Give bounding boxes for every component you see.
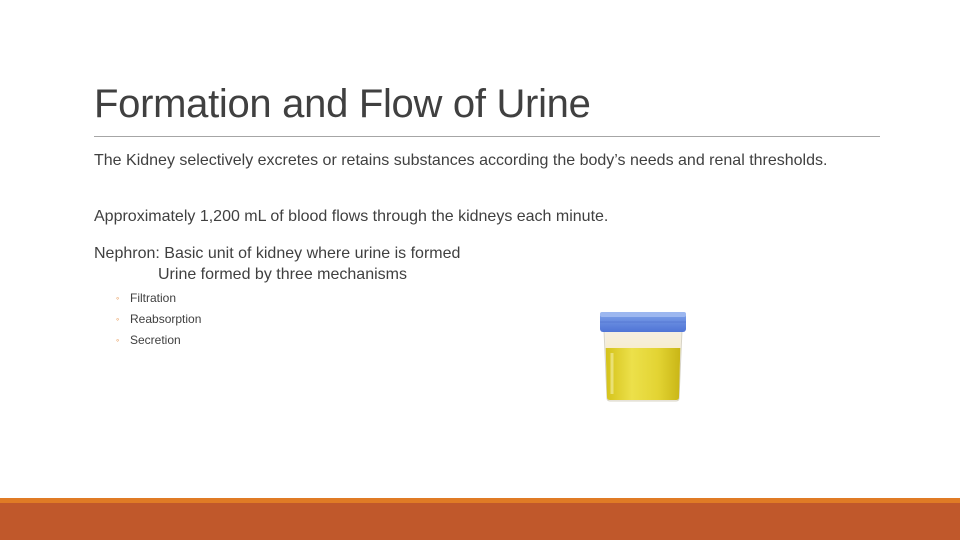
mechanisms-intro: Urine formed by three mechanisms	[158, 266, 407, 283]
list-item-label: Reabsorption	[130, 312, 202, 326]
list-item	[116, 309, 201, 330]
paragraph-nephron	[94, 243, 654, 285]
slide-title: Formation and Flow of Urine	[94, 82, 591, 126]
urine-sample-cup-image	[592, 308, 694, 402]
list-item-label: Secretion	[130, 333, 181, 347]
bullet-marker: ◦	[116, 293, 120, 303]
nephron-definition: Nephron: Basic unit of kidney where urine is formed	[94, 245, 461, 262]
mechanism-list	[116, 288, 201, 351]
bullet-marker: ◦	[116, 314, 120, 324]
list-item	[116, 288, 201, 309]
paragraph-kidney-function: The Kidney selectively excretes or retains substances according the body’s needs and renal thresholds.	[94, 152, 828, 169]
list-item	[116, 330, 201, 351]
title-divider	[94, 136, 880, 137]
list-item-label: Filtration	[130, 291, 177, 305]
paragraph-blood-flow: Approximately 1,200 mL of blood flows through the kidneys each minute.	[94, 208, 609, 225]
footer-band	[0, 503, 960, 540]
bullet-marker: ◦	[116, 335, 120, 345]
